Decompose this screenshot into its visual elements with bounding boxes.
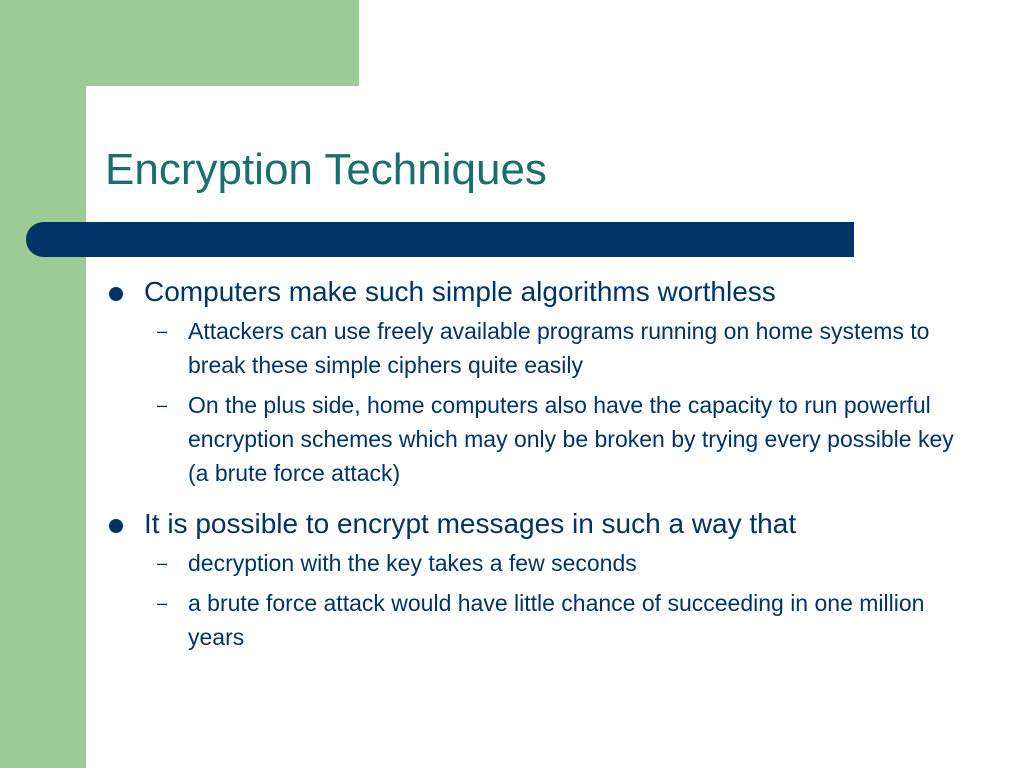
- slide-title: Encryption Techniques: [105, 145, 547, 194]
- sub-bullet-text: On the plus side, home computers also have the capacity to run powerful encryption schemes which may only be broken by trying every possible key (a brute force attack): [188, 392, 954, 486]
- sub-bullet-text: a brute force attack would have little chance of succeeding in one million years: [188, 590, 925, 650]
- sub-bullet-item: [105, 314, 965, 382]
- sub-bullet-item: [105, 586, 965, 654]
- bullet-dot-icon: [109, 287, 123, 301]
- title-accent-bar: [26, 222, 854, 257]
- green-background-band-top: [0, 0, 359, 86]
- bullet-dot-icon: [109, 519, 123, 533]
- dash-icon: –: [157, 321, 168, 341]
- dash-icon: –: [157, 553, 168, 573]
- sub-bullet-item: [105, 388, 965, 490]
- bullet-text: Computers make such simple algorithms worthless: [144, 276, 776, 307]
- sub-bullet-text: Attackers can use freely available programs running on home systems to break these simple ciphers quite easily: [188, 318, 930, 378]
- slide-body: [105, 272, 965, 660]
- bullet-item: [105, 272, 965, 312]
- bullet-item: [105, 504, 965, 544]
- green-background-band-left: [0, 0, 86, 768]
- sub-bullet-item: [105, 546, 965, 580]
- dash-icon: –: [157, 593, 168, 613]
- sub-bullet-text: decryption with the key takes a few seconds: [188, 550, 637, 576]
- dash-icon: –: [157, 395, 168, 415]
- bullet-text: It is possible to encrypt messages in such a way that: [144, 508, 797, 539]
